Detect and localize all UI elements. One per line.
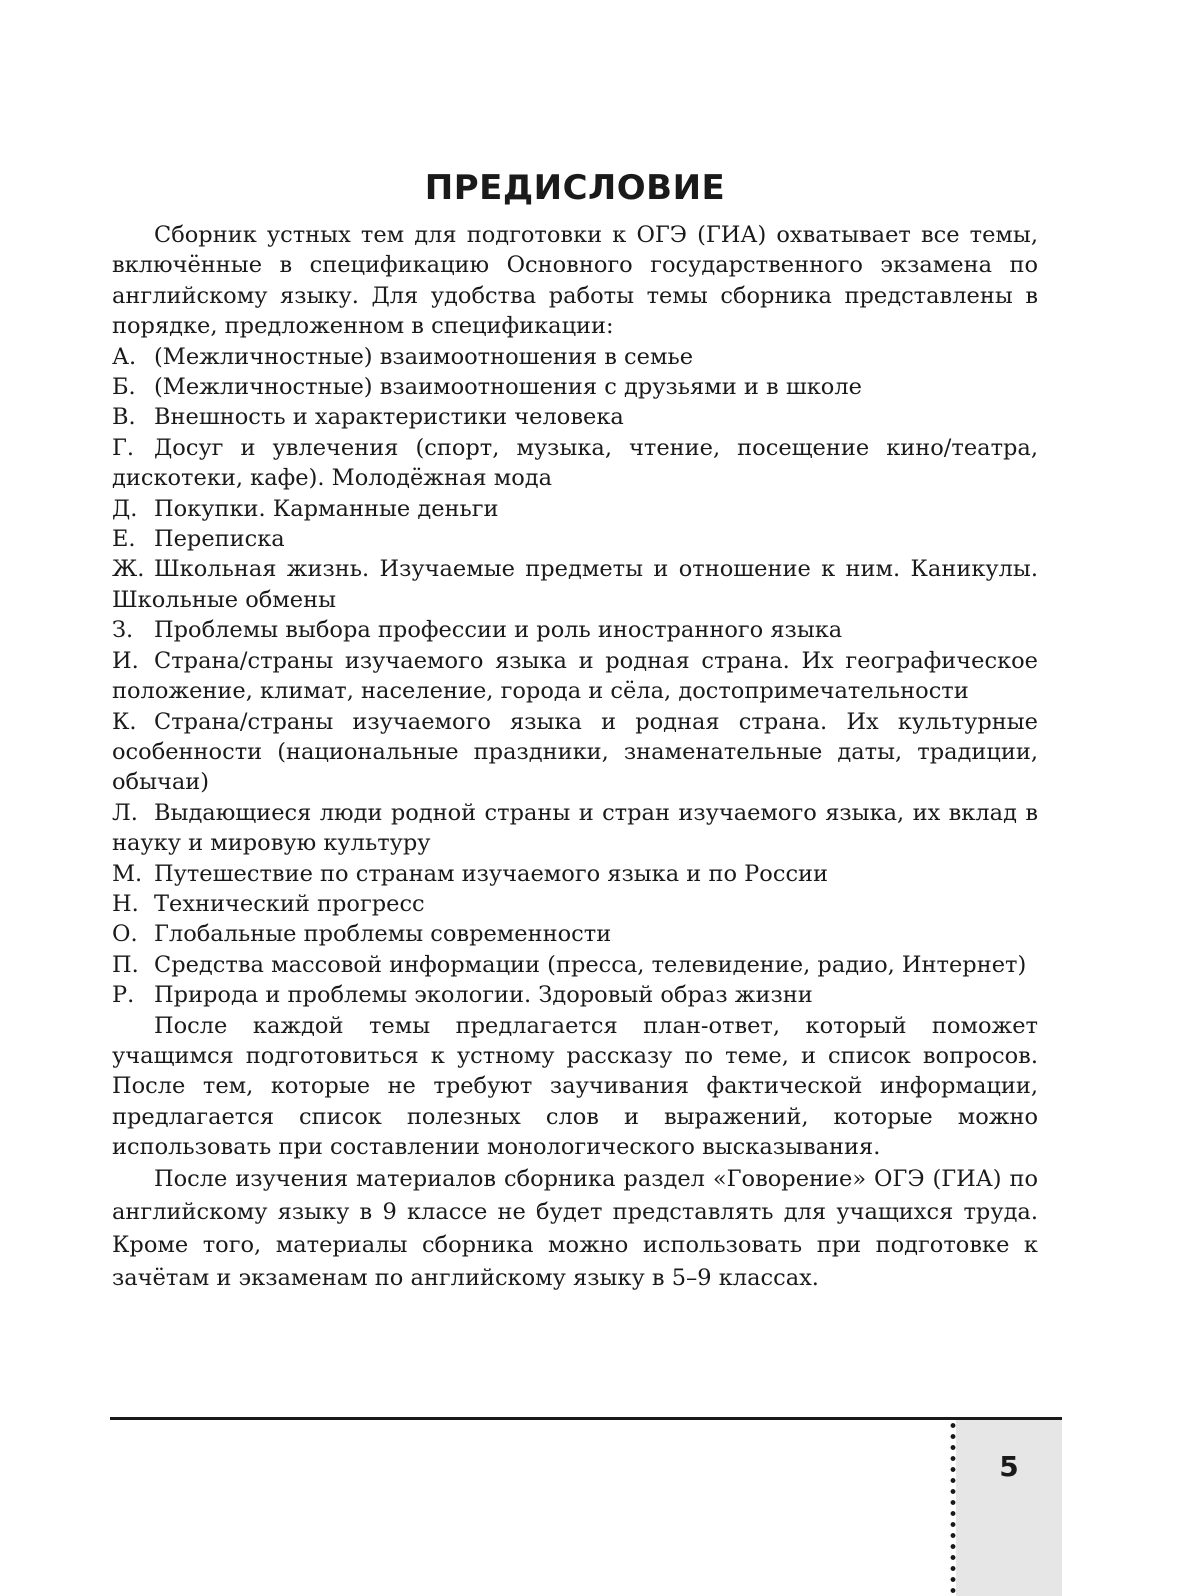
- list-item-text: Внешность и характеристики человека: [154, 404, 624, 431]
- list-item: [112, 919, 1038, 949]
- list-item-letter: О.: [112, 921, 138, 948]
- page-number-tab: [956, 1420, 1062, 1596]
- list-item-letter: Г.: [112, 434, 135, 461]
- list-item: [112, 707, 1038, 798]
- list-item: [112, 402, 1038, 432]
- list-item: [112, 524, 1038, 554]
- list-item-letter: К.: [112, 708, 137, 735]
- list-item-letter: Р.: [112, 982, 135, 1009]
- dotted-divider: [950, 1420, 956, 1596]
- list-item-letter: М.: [112, 860, 143, 887]
- list-item: [112, 980, 1038, 1010]
- list-item-text: Страна/страны изучаемого языка и родная страна. Их географическое положение, климат, население, города и сёла, достопримечательности: [112, 647, 1038, 705]
- list-item-text: Путешествие по странам изучаемого языка и по России: [154, 860, 829, 887]
- list-item-text: (Межличностные) взаимоотношения с друзьями и в школе: [154, 374, 862, 401]
- list-item-text: Покупки. Карманные деньги: [154, 495, 499, 522]
- list-item-text: Проблемы выбора профессии и роль иностранного языка: [154, 617, 843, 644]
- list-item: [112, 950, 1038, 980]
- list-item: [112, 889, 1038, 919]
- list-item: [112, 494, 1038, 524]
- list-item: [112, 859, 1038, 889]
- list-item: [112, 554, 1038, 615]
- plan-paragraph: После каждой темы предлагается план-ответ, который поможет учащимся подготовиться к устному рассказу по теме, и список вопросов. После тем, которые не требуют заучивания фактической информации, предлагается список полезных слов и выражений, которые можно использовать при составлении монологического высказывания.: [112, 1012, 1038, 1161]
- closing-paragraph: После изучения материалов сборника раздел «Говорение» ОГЭ (ГИА) по английскому языку в 9 классе не будет представлять для учащихся труда. Кроме того, материалы сборника можно использовать при подготовке к зачётам и экзаменам по английскому языку в 5–9 классах.: [112, 1165, 1038, 1291]
- list-item-letter: З.: [112, 617, 134, 644]
- list-item-letter: А.: [112, 343, 137, 370]
- list-item-letter: И.: [112, 647, 139, 674]
- list-item: [112, 372, 1038, 402]
- list-item-text: Природа и проблемы экологии. Здоровый образ жизни: [154, 982, 813, 1009]
- list-item: [112, 615, 1038, 645]
- list-item: [112, 798, 1038, 859]
- list-item: [112, 342, 1038, 372]
- list-item-text: Глобальные проблемы современности: [154, 921, 612, 948]
- list-item-text: Выдающиеся люди родной страны и стран изучаемого языка, их вклад в науку и мировую культуру: [112, 799, 1038, 857]
- list-item-letter: Д.: [112, 495, 138, 522]
- list-item-text: Страна/страны изучаемого языка и родная страна. Их культурные особенности (национальные праздники, знаменательные даты, традиции, обычаи): [112, 708, 1038, 796]
- list-item-text: Досуг и увлечения (спорт, музыка, чтение, посещение кино/театра, дискотеки, кафе). Молодёжная мода: [112, 434, 1038, 492]
- intro-paragraph: Сборник устных тем для подготовки к ОГЭ (ГИА) охватывает все темы, включённые в спецификацию Основного государственного экзамена по английскому языку. Для удобства работы темы сборника представлены в порядке, предложенном в спецификации:: [112, 222, 1038, 340]
- preface-body: [112, 220, 1038, 1295]
- list-item-letter: Ж.: [112, 556, 145, 583]
- page-number: 5: [999, 1450, 1019, 1483]
- list-item-letter: Л.: [112, 799, 138, 826]
- list-item-text: Технический прогресс: [154, 890, 425, 917]
- list-item-letter: П.: [112, 951, 139, 978]
- list-item-text: Переписка: [154, 526, 285, 553]
- list-item-text: (Межличностные) взаимоотношения в семье: [154, 343, 694, 370]
- list-item-letter: Б.: [112, 374, 136, 401]
- list-item-letter: Е.: [112, 526, 136, 553]
- list-item-text: Средства массовой информации (пресса, телевидение, радио, Интернет): [154, 951, 1027, 978]
- footer-divider: [110, 1417, 1062, 1420]
- list-item: [112, 646, 1038, 707]
- list-item: [112, 433, 1038, 494]
- list-item-letter: Н.: [112, 890, 139, 917]
- page-title: ПРЕДИСЛОВИЕ: [424, 168, 726, 208]
- list-item-text: Школьная жизнь. Изучаемые предметы и отношение к ним. Каникулы. Школьные обмены: [112, 556, 1038, 613]
- list-item-letter: В.: [112, 404, 136, 431]
- topics-list: [112, 342, 1038, 1011]
